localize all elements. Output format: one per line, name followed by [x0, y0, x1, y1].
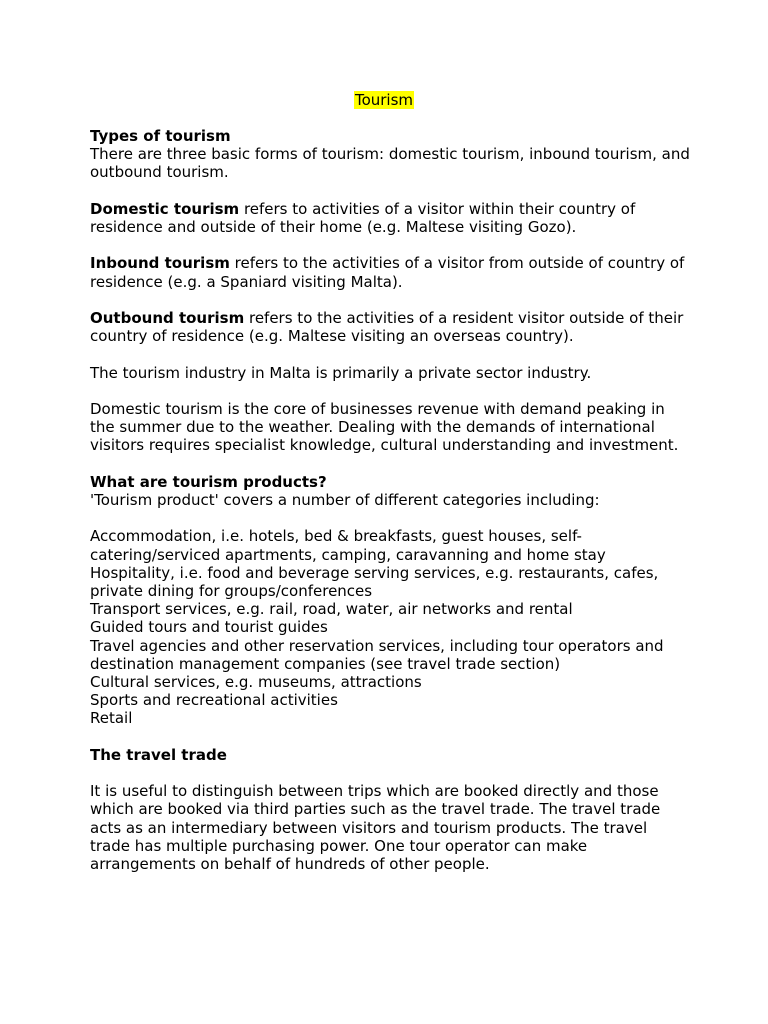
list-item: Sports and recreational activities [90, 691, 338, 710]
outbound-paragraph [90, 309, 690, 345]
list-item: Transport services, e.g. rail, road, water, air networks and rental [90, 600, 573, 619]
outbound-term: Outbound tourism [90, 308, 245, 327]
inbound-paragraph [90, 254, 690, 290]
types-heading: Types of tourism [90, 127, 231, 145]
list-item: Retail [90, 709, 133, 728]
travel-trade-heading-line [90, 746, 690, 764]
products-intro: 'Tourism product' covers a number of different categories including: [90, 490, 600, 509]
list-item: Cultural services, e.g. museums, attractions [90, 672, 422, 691]
domestic-text: refers to activities of a visitor within their country of residence and outside of their home (e.g. Maltese visiting Gozo). [90, 199, 636, 236]
outbound-text: refers to the activities of a resident visitor outside of their country of residence (e.g. Maltese visiting an overseas country). [90, 308, 684, 346]
products-list [90, 527, 690, 727]
list-item: Travel agencies and other reservation services, including tour operators and destination management companies (see travel trade section) [90, 636, 664, 673]
document-page [90, 91, 690, 891]
types-heading-line [90, 127, 690, 145]
inbound-term: Inbound tourism [90, 254, 230, 273]
types-intro: There are three basic forms of tourism: domestic tourism, inbound tourism, and outbound tourism. [90, 145, 690, 182]
inbound-text: refers to the activities of a visitor from outside of country of residence (e.g. a Spaniard visiting Malta). [90, 254, 685, 291]
document-title: Tourism [354, 91, 414, 109]
list-item: Hospitality, i.e. food and beverage serving services, e.g. restaurants, cafes, private dining for groups/conferences [90, 563, 659, 600]
domestic-paragraph [90, 200, 690, 236]
travel-trade-paragraph: It is useful to distinguish between trips which are booked directly and those which are booked via third parties such as the travel trade. The travel trade acts as an intermediary between visitors and tourism products. The travel trade has multiple purchasing power. One tour operator can make arrangements on behalf of hundreds of other people. [90, 782, 661, 873]
products-heading: What are tourism products? [90, 472, 327, 491]
domestic-term: Domestic tourism [90, 199, 240, 218]
industry-paragraph: The tourism industry in Malta is primarily a private sector industry. [90, 363, 592, 382]
travel-trade-heading: The travel trade [90, 745, 227, 764]
list-item: Accommodation, i.e. hotels, bed & breakfasts, guest houses, self-catering/serviced apartments, camping, caravanning and home stay [90, 527, 606, 564]
products-heading-line [90, 473, 690, 491]
domestic-core-paragraph: Domestic tourism is the core of businesses revenue with demand peaking in the summer due to the weather. Dealing with the demands of international visitors requires specialist knowledge, cultural understanding and investment. [90, 399, 679, 455]
title-wrapper [90, 91, 678, 109]
list-item: Guided tours and tourist guides [90, 618, 328, 637]
